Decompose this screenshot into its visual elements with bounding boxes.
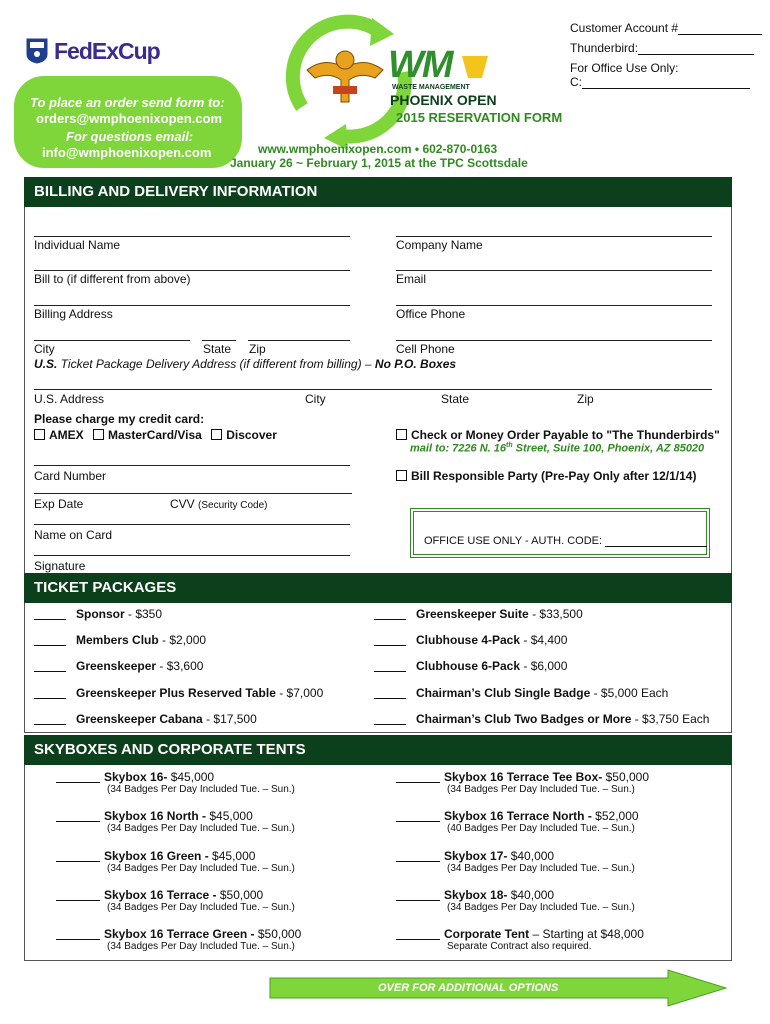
discover-label: Discover	[226, 428, 277, 442]
skybox-note: (34 Badges Per Day Included Tue. – Sun.)	[107, 784, 295, 795]
skybox-note: (40 Badges Per Day Included Tue. – Sun.)	[447, 823, 635, 834]
wm-logo-sub1: WASTE MANAGEMENT	[392, 84, 470, 91]
individual-name-label: Individual Name	[34, 238, 121, 252]
ticket-package-left-2[interactable]	[34, 659, 203, 673]
skybox-name: Skybox 18-	[444, 888, 508, 902]
skybox-price: $45,000	[208, 849, 256, 863]
skybox-price: $40,000	[507, 849, 555, 863]
package-name: Greenskeeper Suite	[416, 607, 529, 621]
package-name: Clubhouse 4-Pack	[416, 633, 521, 647]
c-label: C:	[570, 75, 582, 89]
skybox-note: (34 Badges Per Day Included Tue. – Sun.)	[447, 863, 635, 874]
office-auth-box-inner	[413, 511, 707, 555]
office-phone-line[interactable]	[396, 305, 712, 306]
bill-responsible-checkbox[interactable]	[396, 470, 407, 481]
ticket-packages-header: TICKET PACKAGES	[24, 573, 732, 603]
office-phone-label: Office Phone	[396, 307, 466, 321]
quantity-blank[interactable]	[396, 900, 440, 901]
name-on-card-line[interactable]	[34, 524, 350, 525]
package-price: - $3,750 Each	[631, 712, 710, 726]
company-name-label: Company Name	[396, 238, 483, 252]
state-label: State	[203, 342, 232, 356]
company-name-line[interactable]	[396, 236, 712, 237]
skybox-right-1[interactable]	[396, 809, 639, 834]
skybox-name: Skybox 16-	[104, 770, 168, 784]
skybox-note: (34 Badges Per Day Included Tue. – Sun.)	[107, 863, 295, 874]
cvv-note: (Security Code)	[198, 500, 268, 511]
skybox-name: Corporate Tent	[444, 927, 530, 941]
package-name: Greenskeeper Cabana	[76, 712, 203, 726]
package-price: - $7,000	[275, 686, 324, 700]
state-line[interactable]	[202, 340, 236, 341]
bill-to-label: Bill to (if different from above)	[34, 272, 191, 286]
package-price: - $4,400	[520, 633, 568, 647]
package-name: Greenskeeper	[76, 659, 157, 673]
quantity-blank[interactable]	[56, 861, 100, 862]
charge-card-label: Please charge my credit card:	[34, 412, 205, 426]
office-use-label: For Office Use Only:	[570, 61, 679, 75]
ticket-package-left-3[interactable]	[34, 686, 323, 700]
thunderbird-field[interactable]	[570, 41, 754, 55]
check-option	[396, 428, 720, 442]
skybox-note: (34 Badges Per Day Included Tue. – Sun.)	[107, 823, 295, 834]
skybox-right-3[interactable]	[396, 888, 635, 913]
us-address-line[interactable]	[34, 389, 712, 390]
skybox-price: $50,000	[602, 770, 650, 784]
check-money-order-checkbox[interactable]	[396, 429, 407, 440]
wm-logo-sub2: PHOENIX OPEN	[390, 92, 497, 108]
mastercard-label: MasterCard/Visa	[108, 428, 202, 442]
skybox-right-0[interactable]	[396, 770, 650, 795]
skybox-note: (34 Badges Per Day Included Tue. – Sun.)	[447, 784, 635, 795]
amex-label: AMEX	[49, 428, 84, 442]
exp-cvv-line[interactable]	[34, 493, 352, 494]
quantity-blank[interactable]	[34, 698, 66, 699]
name-on-card-label: Name on Card	[34, 528, 113, 542]
quantity-blank[interactable]	[34, 645, 66, 646]
package-name: Chairman’s Club Single Badge	[416, 686, 591, 700]
signature-label: Signature	[34, 559, 86, 573]
quantity-blank[interactable]	[374, 619, 406, 620]
thunderbird-emblem-icon	[305, 42, 385, 108]
quantity-blank[interactable]	[396, 939, 440, 940]
package-price: - $5,000 Each	[590, 686, 669, 700]
email-line[interactable]	[396, 270, 712, 271]
skybox-name: Skybox 16 Terrace North -	[444, 809, 592, 823]
fedexcup-logo: FedExCup	[54, 38, 160, 64]
individual-name-line[interactable]	[34, 236, 350, 237]
skybox-note: (34 Badges Per Day Included Tue. – Sun.)	[107, 941, 295, 952]
package-name: Greenskeeper Plus Reserved Table	[76, 686, 276, 700]
cell-phone-label: Cell Phone	[396, 342, 455, 356]
package-price: - $33,500	[528, 607, 583, 621]
skybox-right-4[interactable]	[396, 927, 644, 952]
skybox-left-2[interactable]	[56, 849, 295, 874]
quantity-blank[interactable]	[56, 821, 100, 822]
package-price: - $350	[124, 607, 163, 621]
us-state-label: State	[441, 392, 470, 406]
us-city-label: City	[305, 392, 326, 406]
ticket-package-right-0[interactable]	[374, 607, 583, 621]
quantity-blank[interactable]	[34, 724, 66, 725]
questions-line: For questions email:	[66, 129, 194, 144]
skybox-note: Separate Contract also required.	[447, 941, 592, 952]
skybox-left-1[interactable]	[56, 809, 295, 834]
skybox-right-2[interactable]	[396, 849, 635, 874]
office-auth-field[interactable]	[424, 535, 707, 547]
zip-line[interactable]	[248, 340, 350, 341]
over-label: OVER FOR ADDITIONAL OPTIONS	[378, 982, 559, 994]
bill-to-line[interactable]	[34, 270, 350, 271]
skybox-name: Skybox 16 Terrace -	[104, 888, 217, 902]
skybox-price: $52,000	[591, 809, 639, 823]
wm-logo-accent	[460, 54, 490, 80]
mastercard-checkbox[interactable]	[93, 429, 104, 440]
us-zip-label: Zip	[577, 392, 594, 406]
package-price: - $2,000	[158, 633, 207, 647]
skyboxes-header: SKYBOXES AND CORPORATE TENTS	[24, 735, 732, 765]
skybox-price: $50,000	[254, 927, 302, 941]
ticket-package-left-0[interactable]	[34, 607, 162, 621]
order-line-1: To place an order send form to:	[30, 95, 225, 110]
city-label: City	[34, 342, 55, 356]
email-label: Email	[396, 272, 427, 286]
quantity-blank[interactable]	[56, 939, 100, 940]
quantity-blank[interactable]	[396, 821, 440, 822]
form-title: 2015 RESERVATION FORM	[396, 110, 563, 125]
quantity-blank[interactable]	[56, 900, 100, 901]
mail-to-pre: mail to: 7226 N. 16	[410, 442, 506, 455]
amex-checkbox[interactable]	[34, 429, 45, 440]
wm-logo-letters: WM	[388, 44, 452, 86]
quantity-blank[interactable]	[374, 645, 406, 646]
package-price: - $17,500	[202, 712, 257, 726]
delivery-note-po: No P.O. Boxes	[374, 357, 457, 371]
quantity-blank[interactable]	[34, 619, 66, 620]
skybox-left-0[interactable]	[56, 770, 295, 795]
us-address-label: U.S. Address	[34, 392, 105, 406]
quantity-blank[interactable]	[374, 698, 406, 699]
billing-section-header: BILLING AND DELIVERY INFORMATION	[24, 177, 732, 207]
ticket-package-right-1[interactable]	[374, 633, 567, 647]
skybox-price: $50,000	[216, 888, 264, 902]
city-line[interactable]	[34, 340, 190, 341]
customer-account-label: Customer Account #	[570, 21, 679, 35]
skybox-note: (34 Badges Per Day Included Tue. – Sun.)	[107, 902, 295, 913]
skybox-price: $40,000	[507, 888, 555, 902]
skybox-name: Skybox 16 Terrace Tee Box-	[444, 770, 603, 784]
skybox-name: Skybox 17-	[444, 849, 508, 863]
card-number-label: Card Number	[34, 469, 107, 483]
signature-line[interactable]	[34, 555, 350, 556]
office-use-c-field[interactable]	[570, 75, 750, 89]
package-price: - $6,000	[520, 659, 568, 673]
website-phone: www.wmphoenixopen.com • 602-870-0163	[258, 142, 498, 156]
ticket-package-left-1[interactable]	[34, 633, 206, 647]
ticket-package-left-4[interactable]	[34, 712, 257, 726]
customer-account-field[interactable]	[570, 21, 762, 35]
quantity-blank[interactable]	[56, 782, 100, 783]
skybox-left-3[interactable]	[56, 888, 295, 913]
skybox-left-4[interactable]	[56, 927, 302, 952]
quantity-blank[interactable]	[34, 671, 66, 672]
quantity-blank[interactable]	[396, 782, 440, 783]
mail-to-address	[410, 442, 704, 455]
event-dates: January 26 ~ February 1, 2015 at the TPC Scottsdale	[230, 156, 528, 170]
delivery-note-us: U.S.	[34, 357, 58, 371]
order-email[interactable]: orders@wmphoenixopen.com	[36, 111, 223, 126]
zip-label: Zip	[249, 342, 266, 356]
delivery-note	[34, 357, 456, 371]
ticket-package-right-2[interactable]	[374, 659, 567, 673]
skybox-name: Skybox 16 North -	[104, 809, 207, 823]
bill-responsible-option	[396, 469, 696, 483]
package-name: Clubhouse 6-Pack	[416, 659, 521, 673]
skybox-price: – Starting at $48,000	[529, 927, 644, 941]
quantity-blank[interactable]	[374, 724, 406, 725]
package-name: Sponsor	[76, 607, 125, 621]
skybox-name: Skybox 16 Green -	[104, 849, 209, 863]
billing-address-label: Billing Address	[34, 307, 113, 321]
thunderbird-label: Thunderbird:	[570, 41, 639, 55]
card-number-line[interactable]	[34, 465, 350, 466]
package-name: Chairman’s Club Two Badges or More	[416, 712, 632, 726]
exp-date-label: Exp Date	[34, 497, 84, 511]
mail-to-post: Street, Suite 100, Phoenix, AZ 85020	[512, 442, 705, 455]
skybox-price: $45,000	[206, 809, 253, 823]
mail-to-sup: th	[506, 442, 513, 449]
delivery-note-mid: Ticket Package Delivery Address (if different from billing) –	[57, 357, 375, 371]
bill-responsible-label: Bill Responsible Party (Pre-Pay Only after 12/1/14)	[411, 469, 697, 483]
card-type-options	[34, 428, 277, 442]
office-auth-label: OFFICE USE ONLY - AUTH. CODE:	[424, 535, 603, 547]
quantity-blank[interactable]	[396, 861, 440, 862]
cvv-text: CVV	[170, 497, 195, 511]
billing-address-line[interactable]	[34, 305, 350, 306]
discover-checkbox[interactable]	[211, 429, 222, 440]
ticket-package-right-4[interactable]	[374, 712, 709, 726]
pga-tour-logo	[26, 38, 48, 64]
info-email[interactable]: info@wmphoenixopen.com	[42, 145, 212, 160]
package-price: - $3,600	[156, 659, 204, 673]
cvv-label	[170, 497, 268, 511]
skybox-note: (34 Badges Per Day Included Tue. – Sun.)	[447, 902, 635, 913]
quantity-blank[interactable]	[374, 671, 406, 672]
cell-phone-line[interactable]	[396, 340, 712, 341]
skybox-name: Skybox 16 Terrace Green -	[104, 927, 255, 941]
skybox-price: $45,000	[167, 770, 215, 784]
check-money-order-label: Check or Money Order Payable to "The Thunderbirds"	[411, 428, 720, 442]
package-name: Members Club	[76, 633, 159, 647]
ticket-package-right-3[interactable]	[374, 686, 668, 700]
